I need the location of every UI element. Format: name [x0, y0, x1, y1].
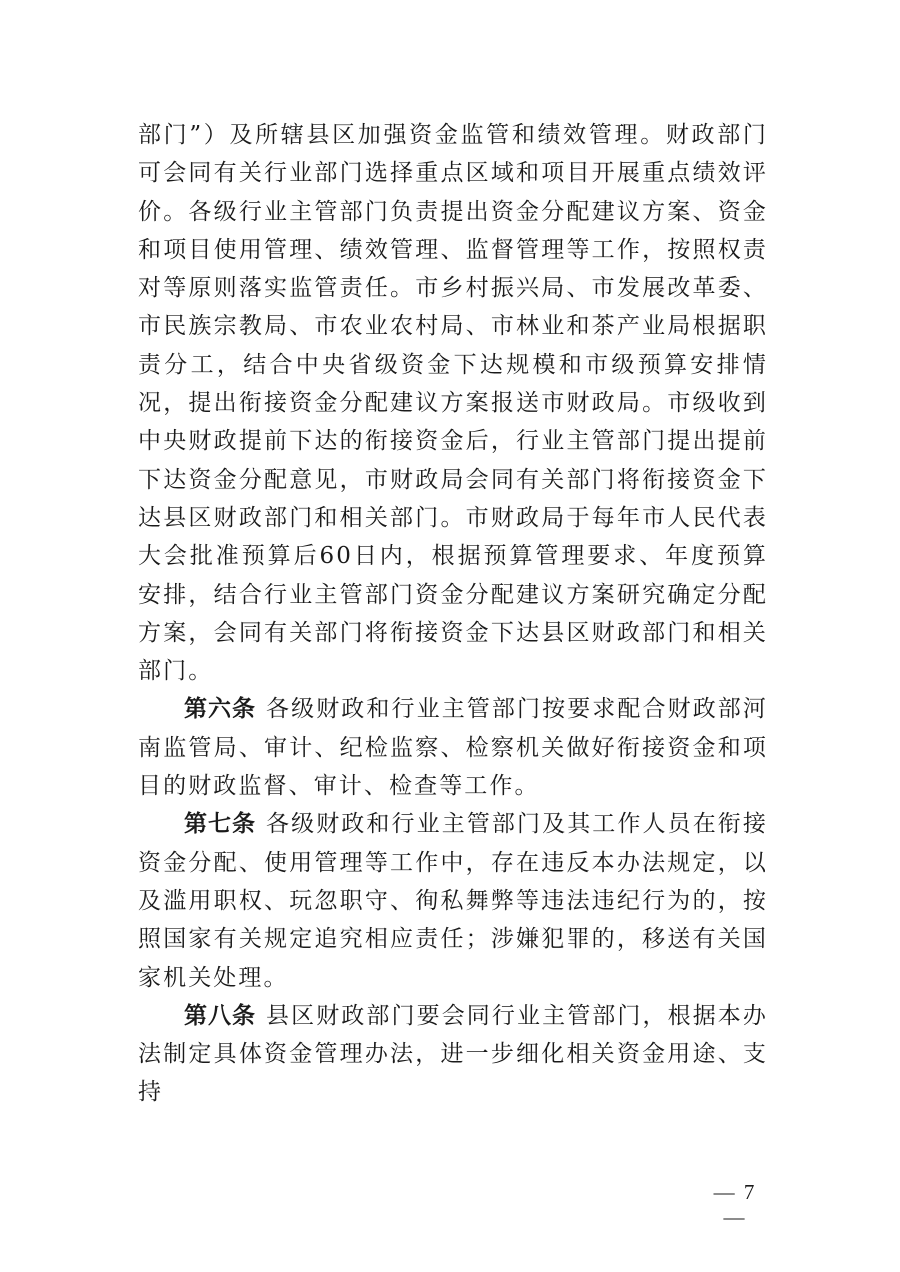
- article-eight-label: 第八条: [184, 1002, 256, 1029]
- article-six-label: 第六条: [184, 696, 256, 723]
- article-six: [138, 690, 768, 805]
- article-seven-label: 第七条: [184, 811, 256, 838]
- continuation-paragraph: 部门”）及所辖县区加强资金监管和绩效管理。财政部门可会同有关行业部门选择重点区域和项目开展重点绩效评价。各级行业主管部门负责提出资金分配建议方案、资金和项目使用管理、绩效管理、监督管理等工作，按照权责对等原则落实监管责任。市乡村振兴局、市发展改革委、市民族宗教局、市农业农村局、市林业和茶产业局根据职责分工，结合中央省级资金下达规模和市级预算安排情况，提出衔接资金分配建议方案报送市财政局。市级收到中央财政提前下达的衔接资金后，行业主管部门提出提前下达资金分配意见，市财政局会同有关部门将衔接资金下达县区财政部门和相关部门。市财政局于每年市人民代表大会批准预算后60日内，根据预算管理要求、年度预算安排，结合行业主管部门资金分配建议方案研究确定分配方案，会同有关部门将衔接资金下达县区财政部门和相关部门。: [138, 122, 768, 685]
- body-text: [138, 116, 768, 1112]
- article-eight: [138, 997, 768, 1112]
- article-eight-text: 县区财政部门要会同行业主管部门，根据本办法制定具体资金管理办法，进一步细化相关资金用途、支持: [138, 1002, 768, 1106]
- article-six-text: 各级财政和行业主管部门按要求配合财政部河南监管局、审计、纪检监察、检察机关做好衔接资金和项目的财政监督、审计、检查等工作。: [138, 696, 768, 800]
- article-seven-text: 各级财政和行业主管部门及其工作人员在衔接资金分配、使用管理等工作中，存在违反本办法规定，以及滥用职权、玩忽职守、徇私舞弊等违法违纪行为的，按照国家有关规定追究相应责任；涉嫌犯罪的，移送有关国家机关处理。: [138, 811, 768, 991]
- page-number: — 7 —: [713, 1180, 757, 1229]
- article-seven: [138, 805, 768, 996]
